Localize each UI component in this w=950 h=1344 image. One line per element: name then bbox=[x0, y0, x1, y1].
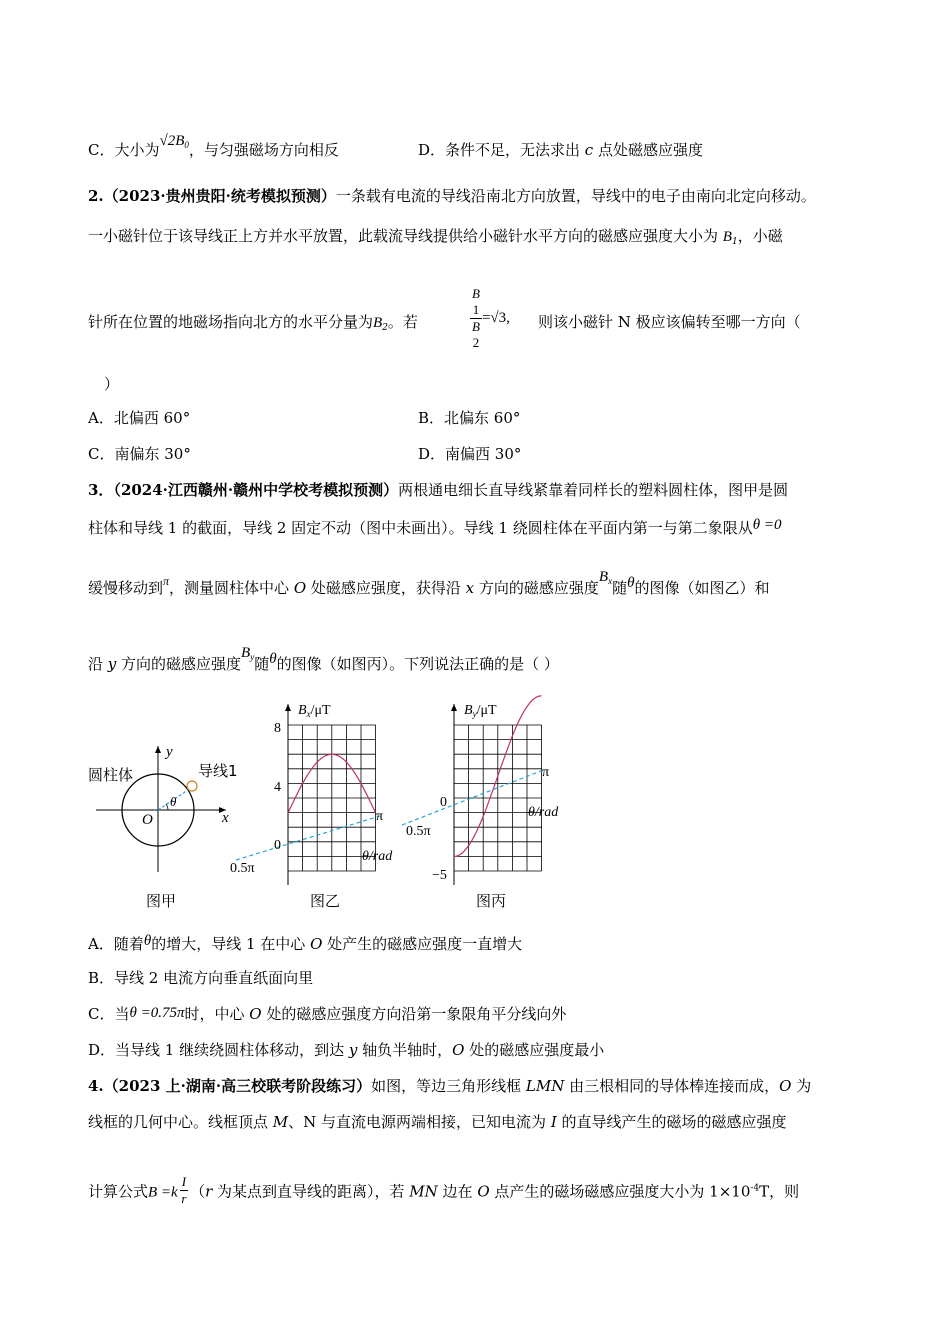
figure-jia bbox=[88, 744, 238, 910]
q3-stem-line4: 沿 y 方向的磁感应强度$B_y$随θ的图像（如图丙）。下列说法正确的是（ ） bbox=[88, 645, 559, 673]
q2-ratio-formula: B 1 B 2 =√3, bbox=[472, 286, 510, 350]
yi-pi-dash bbox=[236, 816, 380, 860]
yi-x-label: θ/rad bbox=[362, 849, 393, 864]
bing-pi-dash bbox=[402, 769, 546, 825]
bing-x-label: θ/rad bbox=[528, 805, 559, 820]
jia-caption: 图甲 bbox=[146, 892, 177, 910]
bing-tick-neg5: −5 bbox=[432, 868, 447, 883]
q3-option-a: A．随着θ的增大，导线 1 在中心 O 处产生的磁感应强度一直增大 bbox=[88, 933, 523, 953]
yi-caption: 图乙 bbox=[310, 892, 341, 910]
q2-stem-line4: ） bbox=[104, 375, 120, 393]
jia-x-label: x bbox=[222, 810, 229, 826]
q3-figure bbox=[88, 690, 588, 915]
wire-1-circle bbox=[187, 781, 197, 791]
q2-number: 2. bbox=[88, 187, 104, 205]
figure-yi bbox=[230, 703, 393, 910]
yi-y-label: $B_x/\mu T$ bbox=[298, 703, 331, 719]
q2-stem-line2: 一小磁针位于该导线正上方并水平放置，此载流导线提供给小磁针水平方向的磁感应强度大小为 $B_1$，小磁 bbox=[88, 227, 783, 247]
q4-number: 4. bbox=[88, 1077, 104, 1095]
q3-option-d: D．当导线 1 继续绕圆柱体移动，到达 y 轴负半轴时，O 处的磁感应强度最小 bbox=[88, 1041, 605, 1059]
q3-stem-line1: 3．（2024·江西赣州·赣州中学校考模拟预测）两根通电细长直导线紧靠着同样长的塑料圆柱体，图甲是圆 bbox=[88, 481, 789, 499]
q3-option-b: B．导线 2 电流方向垂直纸面向里 bbox=[88, 969, 314, 987]
q1-option-d: D．条件不足，无法求出 c 点处磁感应强度 bbox=[418, 141, 703, 159]
jia-label-cylinder: 圆柱体 bbox=[88, 766, 134, 784]
bing-pi-label: π bbox=[542, 765, 550, 780]
q4-stem-line2: 线框的几何中心。线框顶点 M、N 与直流电源两端相接，已知电流为 I 的直导线产生的磁场的磁感应强度 bbox=[88, 1113, 787, 1131]
yi-tick-8: 8 bbox=[274, 721, 281, 736]
q2-stem-line1: 2.（2023·贵州贵阳·统考模拟预测）一条载有电流的导线沿南北方向放置，导线中的电子由南向北定向移动。 bbox=[88, 187, 816, 205]
jia-angle-label: θ bbox=[170, 794, 177, 809]
q2-option-b: B．北偏东 60° bbox=[418, 409, 521, 427]
q2-option-a: A．北偏西 60° bbox=[88, 409, 191, 427]
q3-number: 3． bbox=[88, 481, 114, 499]
jia-label-wire: 导线1 bbox=[198, 762, 238, 780]
yi-tick-0: 0 bbox=[274, 838, 281, 853]
bing-tick-0: 0 bbox=[440, 795, 447, 810]
q3-stem-line2: 柱体和导线 1 的截面，导线 2 固定不动（图中未画出）。导线 1 绕圆柱体在平面内第一与第二象限从θ =0 bbox=[88, 517, 782, 537]
q3-option-c: C．当θ =0.75π时，中心 O 处的磁感应强度方向沿第一象限角平分线向外 bbox=[88, 1005, 567, 1023]
bing-half-pi-label: 0.5π bbox=[406, 824, 431, 839]
yi-tick-4: 4 bbox=[274, 780, 281, 795]
q2-option-d: D．南偏西 30° bbox=[418, 445, 522, 463]
q2-stem-line3c: 则该小磁针 N 极应该偏转至哪一方向（ bbox=[538, 313, 801, 331]
q4-stem-line3: 计算公式B =k $\frac{I}{r}$ （r 为某点到直导线的距离），若 MN 边在 O 点产生的磁场磁感应强度大小为 $1\times 10^{-4}T$，则 bbox=[88, 1174, 800, 1206]
bing-grid bbox=[454, 725, 542, 871]
q2-source: （2023·贵州贵阳·统考模拟预测） bbox=[103, 187, 336, 205]
jia-angle-arc bbox=[166, 804, 168, 810]
jia-y-label: y bbox=[166, 744, 173, 760]
q4-formula-fraction: $\frac{I}{r}$ bbox=[181, 1174, 187, 1206]
q2-option-c: C．南偏东 30° bbox=[88, 445, 191, 463]
yi-half-pi-label: 0.5π bbox=[230, 861, 255, 876]
jia-origin-label: O bbox=[142, 812, 153, 828]
q4-stem-line1: 4.（2023 上·湖南·高三校联考阶段练习）如图，等边三角形线框 LMN 由三根相同的导体棒连接而成，O 为 bbox=[88, 1077, 812, 1095]
bing-y-label: $B_y/\mu T$ bbox=[464, 703, 497, 719]
yi-pi-label: π bbox=[376, 809, 384, 824]
figure-bing bbox=[402, 696, 559, 910]
q1-option-c: C．大小为$√2B_0$，与匀强磁场方向相反 bbox=[88, 133, 339, 159]
q4-source: （2023 上·湖南·高三校联考阶段练习） bbox=[103, 1077, 372, 1095]
q3-stem-line3: 缓慢移动到$^\pi$，测量圆柱体中心 O 处磁感应强度，获得沿 x 方向的磁感应强度$B_x$随θ的图像（如图乙）和 bbox=[88, 569, 770, 597]
q3-source: （2024·江西赣州·赣州中学校考模拟预测） bbox=[113, 481, 399, 499]
bing-caption: 图丙 bbox=[476, 892, 507, 910]
q2-stem-line3: 针所在位置的地磁场指向北方的水平分量为$B_2$。若 bbox=[88, 313, 418, 333]
